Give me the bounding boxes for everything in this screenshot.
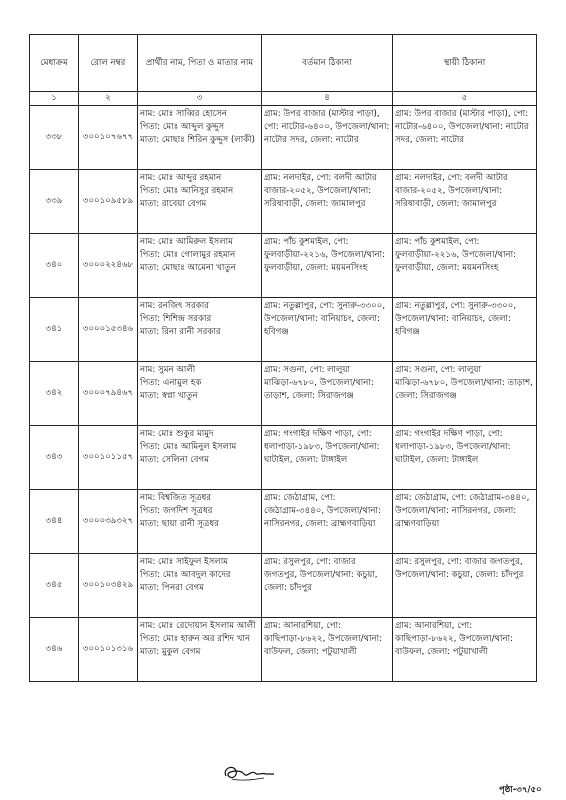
- column-number: ২: [79, 92, 138, 106]
- rank-cell: ৩৩৮: [30, 106, 79, 170]
- name-line: পিতা: মোঃ আনিসুর রহমান: [140, 186, 234, 196]
- permanent-address-cell: গ্রাম: নলদাইর, পো: বলদী আটার বাজার-২০৫২, উপজেলা/থানা: সরিষাবাড়ী, জেলা: জামালপুর: [393, 170, 537, 234]
- table-row: [30, 170, 537, 234]
- name-line: মাতা: সেলিনা বেগম: [140, 455, 209, 465]
- permanent-address-cell: গ্রাম: নতুল্লাপুর, পো: সুনারু-৩৩০০, উপজেলা/থানা: বানিয়াচং, জেলা: হবিগঞ্জ: [393, 298, 537, 362]
- page-number: পৃষ্ঠা-৩৭/৫০: [499, 785, 542, 795]
- name-line: পিতা: মোঃ আমিনুল ইসলাম: [140, 442, 237, 452]
- name-cell: [138, 234, 262, 298]
- permanent-address-cell: গ্রাম: সগুনা, পো: লালুয়া মাঝিড়া-৬৭৮০, উপজেলা/থানা: তাড়াশ, জেলা: সিরাজগঞ্জ: [393, 362, 537, 426]
- present-address-cell: গ্রাম: সগুনা, পো: লালুয়া মাঝিড়া-৬৭৮০, উপজেলা/থানা: তাড়াশ, জেলা: সিরাজগঞ্জ: [262, 362, 393, 426]
- rank-cell: ৩৪৬: [30, 618, 79, 682]
- roll-cell: ৩০০০২২৪৬৮: [79, 234, 138, 298]
- present-address-cell: গ্রাম: পাঁচ কুশমাইল, পো: ফুলবাড়ীয়া-২২১৬, উপজেলা/থানা: ফুলবাড়ীয়া, জেলা: ময়মনসিংহ: [262, 234, 393, 298]
- header-rank: মেধাক্রম: [30, 35, 79, 92]
- table-row: [30, 234, 537, 298]
- name-line: নাম: মোঃ সাব্বির হোসেন: [140, 109, 227, 119]
- name-cell: [138, 298, 262, 362]
- name-line: নাম: বিশ্বজিত সূত্রধর: [140, 493, 212, 503]
- permanent-address-cell: গ্রাম: গংগাইর দক্ষিণ পাড়া, পো: ধলাপাড়া-১৯৮৩, উপজেলা/থানা: ঘাটাইল, জেলা: টাঙ্গাইল: [393, 426, 537, 490]
- column-number: ৪: [262, 92, 393, 106]
- name-line: মাতা: মোছাঃ আমেনা খাতুন: [140, 263, 236, 273]
- name-cell: [138, 554, 262, 618]
- name-cell: [138, 490, 262, 554]
- name-line: পিতা: মোঃ আবদুল কাদের: [140, 570, 231, 580]
- header-roll: রোল নম্বর: [79, 35, 138, 92]
- roll-cell: ৩০০১০৩৪২৯: [79, 554, 138, 618]
- name-line: মাতা: মোছাঃ শিরিন কুদ্দুস (লাকী): [140, 135, 256, 145]
- name-line: মাতা: রাবেয়া বেগম: [140, 199, 207, 209]
- table-row: [30, 554, 537, 618]
- present-address-cell: গ্রাম: গংগাইর দক্ষিণ পাড়া, পো: ধলাপাড়া-১৯৮৩, উপজেলা/থানা: ঘাটাইল, জেলা: টাঙ্গাইল: [262, 426, 393, 490]
- name-line: নাম: মোঃ আব্দুর রহমান: [140, 173, 222, 183]
- table-row: [30, 490, 537, 554]
- roll-cell: ৩০০১০১৩১৬: [79, 618, 138, 682]
- roll-cell: ৩০০০৩৯৩২৭: [79, 490, 138, 554]
- table-row: [30, 298, 537, 362]
- name-line: নাম: মোঃ শুকুর মামুদ: [140, 429, 214, 439]
- signature-image: [218, 762, 278, 784]
- rank-cell: ৩৪২: [30, 362, 79, 426]
- name-line: নাম: মোঃ আমিরুল ইসলাম: [140, 237, 233, 247]
- name-line: নাম: রনজিৎ সরকার: [140, 301, 209, 311]
- name-line: মাতা: মুকুল বেগম: [140, 647, 201, 657]
- name-cell: [138, 618, 262, 682]
- name-line: পিতা: মোঃ গোলামুর রহমান: [140, 250, 236, 260]
- name-line: পিতা: জগদিশ সূত্রধর: [140, 506, 213, 516]
- name-line: মাতা: রিনা রানী সরকার: [140, 327, 221, 337]
- table-row: [30, 106, 537, 170]
- name-line: মাতা: ছায়া রানী সূত্রধর: [140, 519, 219, 529]
- column-number: ৫: [393, 92, 537, 106]
- permanent-address-cell: গ্রাম: উপর বাজার (মাস্টার পাড়া), পো: নাটোর-৬৪০০, উপজেলা/থানা: নাটোর সদর, জেলা: নাটোর: [393, 106, 537, 170]
- table-row: [30, 362, 537, 426]
- roll-cell: ৩০০১০১১৫৭: [79, 426, 138, 490]
- name-cell: [138, 170, 262, 234]
- header-present-address: বর্তমান ঠিকানা: [262, 35, 393, 92]
- present-address-cell: গ্রাম: রসুলপুর, পো: বাজার জগতপুর, উপজেলা/থানা: কচুয়া, জেলা: চাঁদপুর: [262, 554, 393, 618]
- header-row: [30, 35, 537, 92]
- present-address-cell: গ্রাম: নলদাইর, পো: বলদী আটার বাজার-২০৫২, উপজেলা/থানা: সরিষাবাড়ী, জেলা: জামালপুর: [262, 170, 393, 234]
- rank-cell: ৩৪৫: [30, 554, 79, 618]
- rank-cell: ৩৪০: [30, 234, 79, 298]
- name-line: মাতা: পিনরা বেগম: [140, 583, 204, 593]
- rank-cell: ৩৪৩: [30, 426, 79, 490]
- name-line: পিতা: শিশিন্দ্র সরকার: [140, 314, 212, 324]
- permanent-address-cell: গ্রাম: রসুলপুর, পো: বাজার জগতপুর, উপজেলা/থানা: কচুয়া, জেলা: চাঁদপুর: [393, 554, 537, 618]
- name-line: নাম: মোঃ সাইফুল ইসলাম: [140, 557, 228, 567]
- header-permanent-address: স্থায়ী ঠিকানা: [393, 35, 537, 92]
- present-address-cell: গ্রাম: নতুল্লাপুর, পো: সুনারু-৩৩০০, উপজেলা/থানা: বানিয়াচং, জেলা: হবিগঞ্জ: [262, 298, 393, 362]
- roll-cell: ৩০০০৭৯৪৬৭: [79, 362, 138, 426]
- present-address-cell: গ্রাম: আনারশিয়া, পো: কাছিপাড়া-৮৬২২, উপজেলা/থানা: বাউফল, জেলা: পটুয়াখালী: [262, 618, 393, 682]
- column-number: ১: [30, 92, 79, 106]
- rank-cell: ৩৪১: [30, 298, 79, 362]
- roll-cell: ৩০০০১৫৩৪৬: [79, 298, 138, 362]
- present-address-cell: গ্রাম: জেঠাগ্রাম, পো: জেঠাগ্রাম-৩৪৪০, উপজেলা/থানা: নাসিরনগর, জেলা: ব্রাহ্মণবাড়িয়া: [262, 490, 393, 554]
- table-row: [30, 426, 537, 490]
- name-cell: [138, 426, 262, 490]
- table-row: [30, 618, 537, 682]
- column-number: ৩: [138, 92, 262, 106]
- name-line: পিতা: এনামুল হক: [140, 378, 202, 388]
- rank-cell: ৩৩৯: [30, 170, 79, 234]
- roll-cell: ৩০০১০৭৬৭৭: [79, 106, 138, 170]
- permanent-address-cell: গ্রাম: জেঠাগ্রাম, পো: জেঠাগ্রাম-৩৪৪০, উপজেলা/থানা: নাসিরনগর, জেলা: ব্রাহ্মণবাড়িয়া: [393, 490, 537, 554]
- name-cell: [138, 106, 262, 170]
- present-address-cell: গ্রাম: উপর বাজার (মাস্টার পাড়া), পো: নাটোর-৬৪০০, উপজেলা/থানা: নাটোর সদর, জেলা: নাটোর: [262, 106, 393, 170]
- permanent-address-cell: গ্রাম: পাঁচ কুশমাইল, পো: ফুলবাড়ীয়া-২২১৬, উপজেলা/থানা: ফুলবাড়ীয়া, জেলা: ময়মনসিংহ: [393, 234, 537, 298]
- column-number-row: [30, 92, 537, 106]
- name-line: পিতা: মোঃ আব্দুল কুদ্দুস: [140, 122, 225, 132]
- roll-cell: ৩০০১০৯৫৮৯: [79, 170, 138, 234]
- rank-cell: ৩৪৪: [30, 490, 79, 554]
- permanent-address-cell: গ্রাম: আনারশিয়া, পো: কাছিপাড়া-৮৬২২, উপজেলা/থানা: বাউফল, জেলা: পটুয়াখালী: [393, 618, 537, 682]
- header-name: প্রার্থীর নাম, পিতা ও মাতার নাম: [138, 35, 262, 92]
- name-line: পিতা: মোঃ হারুন অর রশিদ খান: [140, 634, 251, 644]
- name-line: নাম: মোঃ রেদোয়ান ইসলাম আলী: [140, 621, 256, 631]
- name-line: নাম: সুমন আলী: [140, 365, 196, 375]
- name-cell: [138, 362, 262, 426]
- candidate-table: [29, 34, 537, 682]
- name-line: মাতা: স্বপ্না খাতুন: [140, 391, 198, 401]
